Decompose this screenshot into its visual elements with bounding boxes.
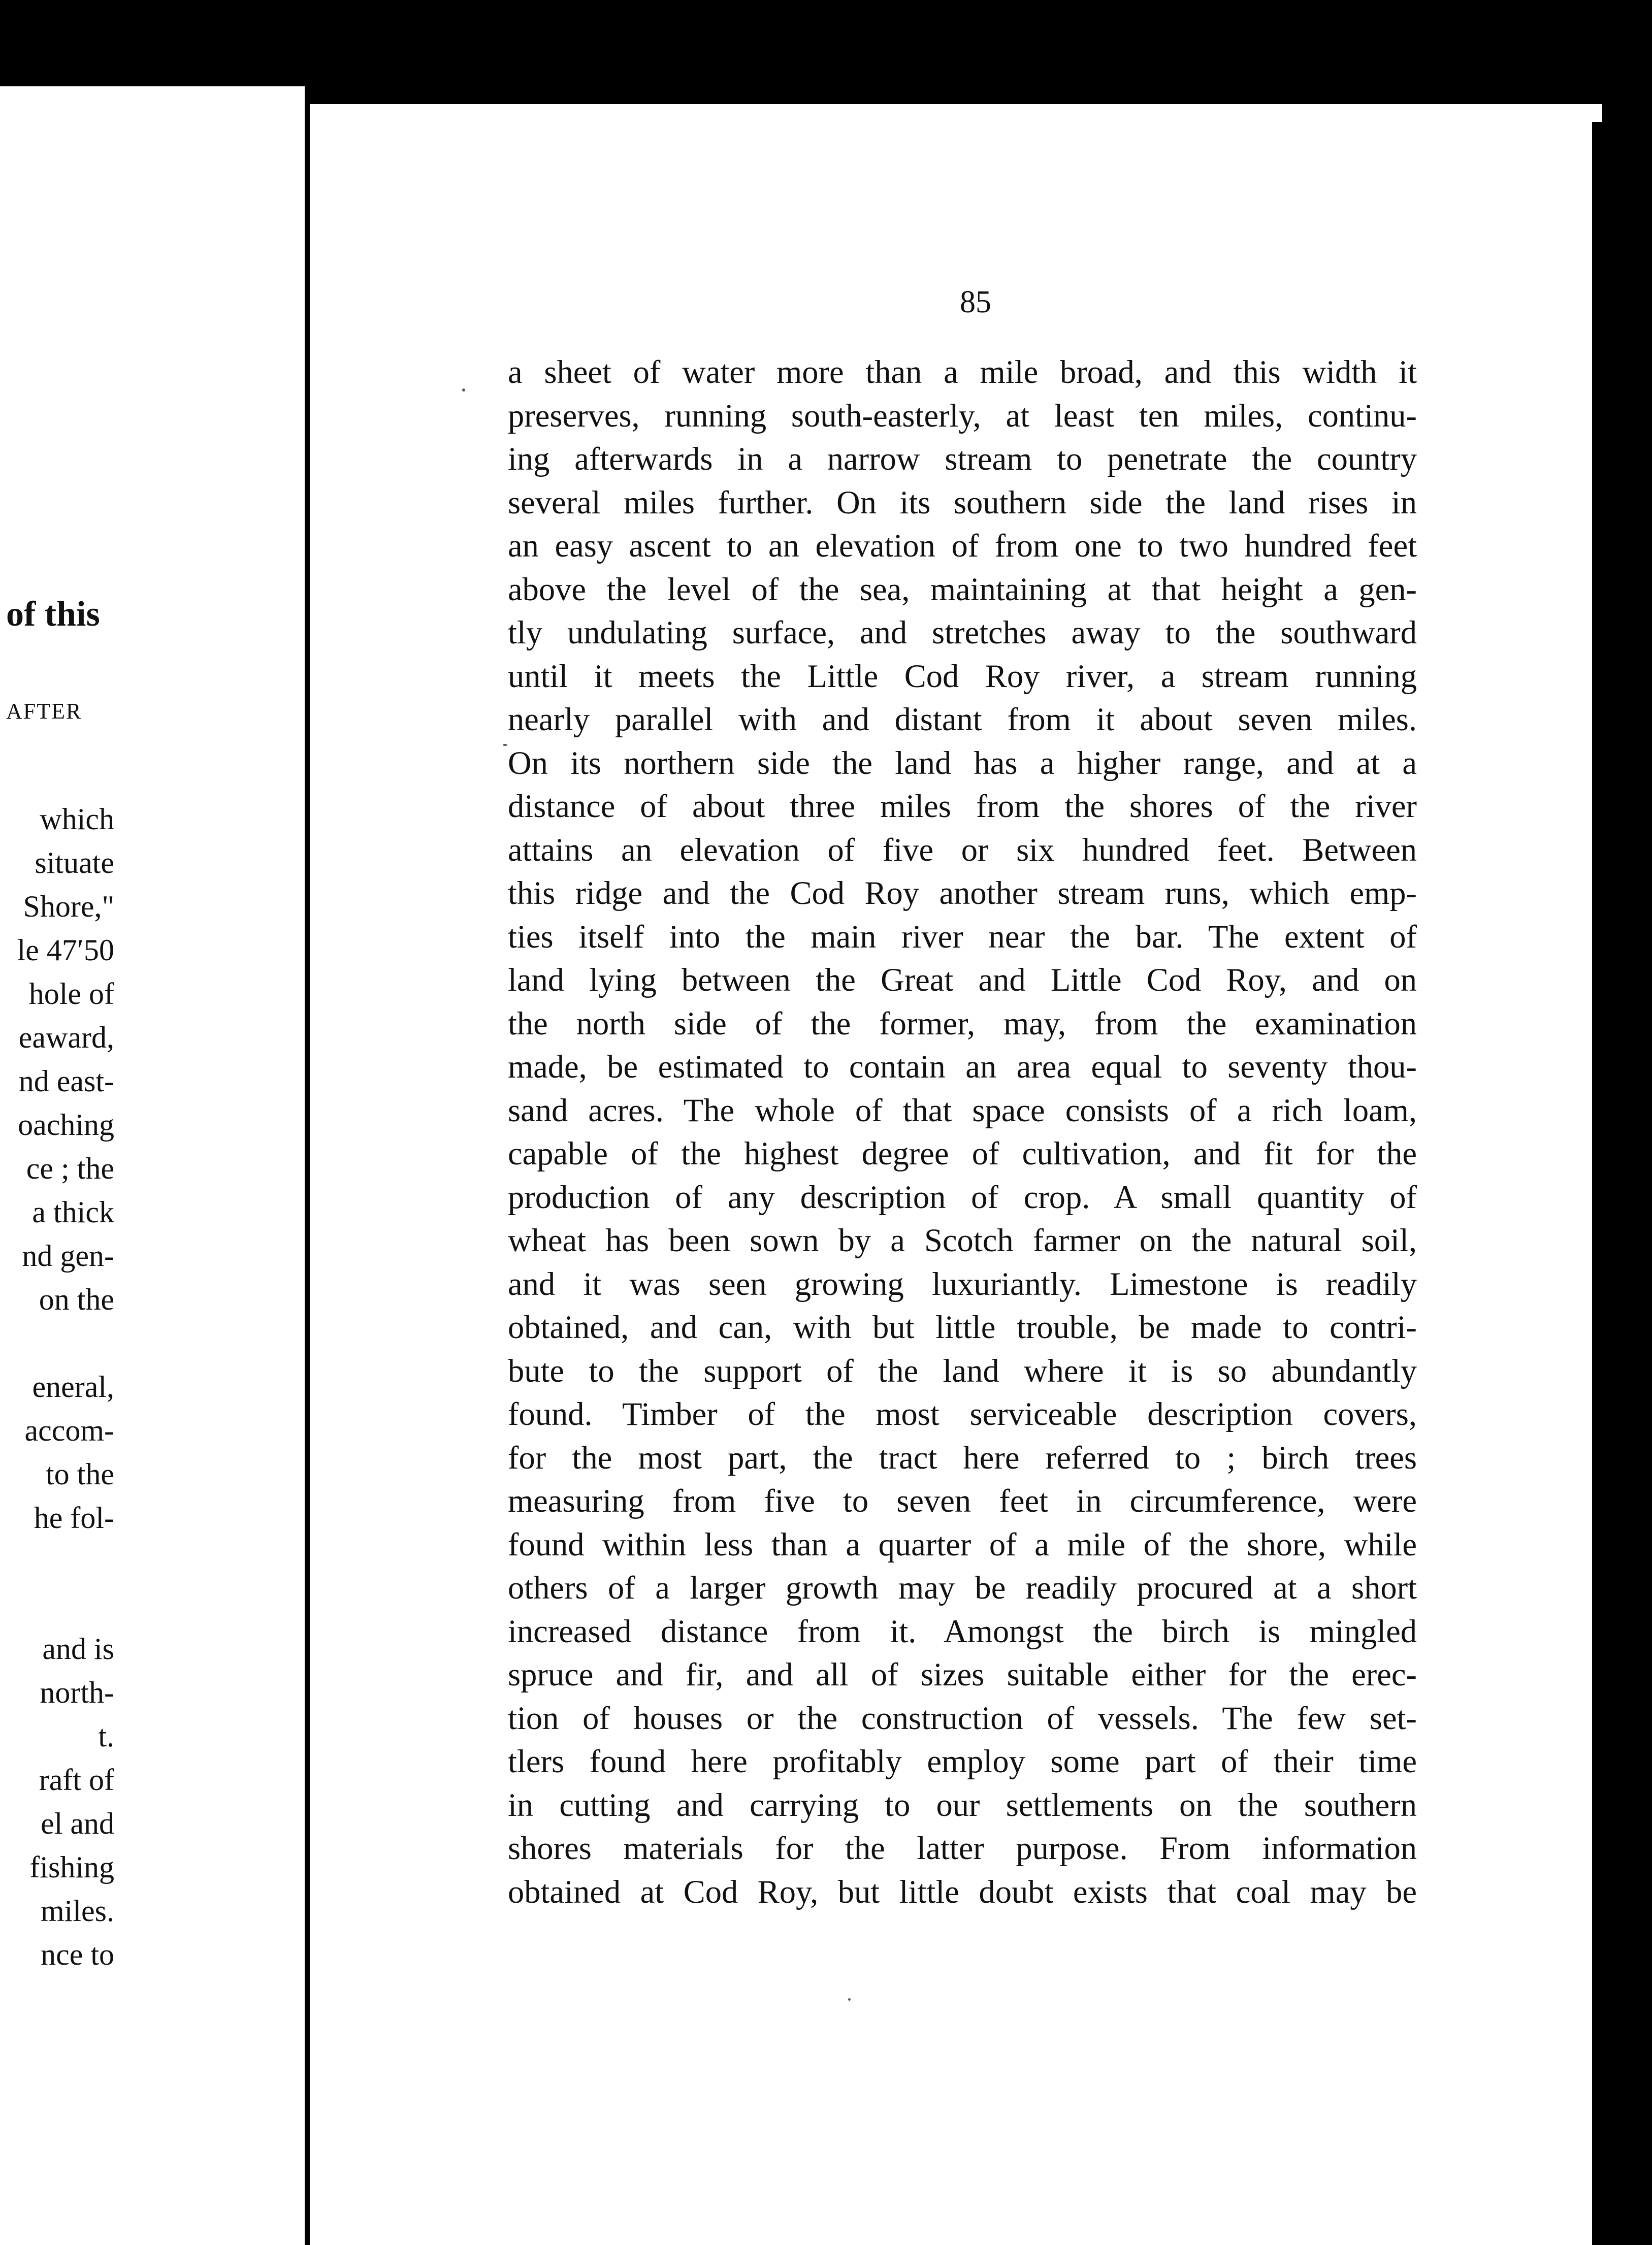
body-line: tlers found here profitably employ some part of their time: [508, 1743, 1417, 1779]
left-page-line: el and: [41, 1807, 114, 1840]
body-line: found. Timber of the most serviceable description covers,: [508, 1396, 1417, 1432]
body-line: nearly parallel with and distant from it about seven miles.: [508, 701, 1417, 737]
left-page-line: miles.: [41, 1894, 114, 1928]
left-page-line: t.: [98, 1719, 114, 1753]
body-line: a sheet of water more than a mile broad, and this width it: [508, 354, 1417, 390]
left-page-fragment: [0, 86, 305, 2245]
left-page-heading: of this: [6, 595, 100, 634]
body-line: production of any description of crop. A small quantity of: [508, 1179, 1417, 1215]
body-line: in cutting and carrying to our settlements on the southern: [508, 1786, 1417, 1823]
left-page-line: le 47′50: [17, 933, 114, 967]
body-line: ties itself into the main river near the bar. The extent of: [508, 918, 1417, 955]
page-edge: [1592, 122, 1612, 2245]
left-page-line: Shore,": [23, 890, 114, 923]
body-line: ing afterwards in a narrow stream to penetrate the country: [508, 441, 1417, 477]
left-page-line: nd gen-: [22, 1239, 114, 1273]
body-line: obtained, and can, with but little trouble, be made to contri-: [508, 1309, 1417, 1345]
speck: [848, 1998, 851, 2001]
body-line: On its northern side the land has a higher range, and at a: [508, 744, 1417, 781]
body-line: this ridge and the Cod Roy another stream runs, which emp-: [508, 875, 1417, 911]
left-page-line: which: [40, 802, 114, 836]
body-line: shores materials for the latter purpose. From information: [508, 1830, 1417, 1866]
body-line: wheat has been sown by a Scotch farmer on the natural soil,: [508, 1222, 1417, 1258]
left-page-line: to the: [46, 1457, 114, 1491]
body-line: measuring from five to seven feet in circumference, were: [508, 1483, 1417, 1519]
body-line: obtained at Cod Roy, but little doubt exists that coal may be: [508, 1873, 1417, 1910]
left-page-line: nd east-: [18, 1064, 114, 1098]
left-page-line: raft of: [39, 1763, 114, 1797]
body-line: capable of the highest degree of cultivation, and fit for the: [508, 1135, 1417, 1172]
body-line: land lying between the Great and Little Cod Roy, and on: [508, 962, 1417, 998]
left-page-subheading: AFTER: [6, 699, 82, 724]
body-line: for the most part, the tract here referred to ; birch trees: [508, 1439, 1417, 1476]
left-page-line: eaward,: [18, 1021, 114, 1054]
left-page-line: accom-: [24, 1414, 114, 1447]
left-page-line: fishing: [29, 1850, 114, 1884]
body-line: attains an elevation of five or six hundred feet. Between: [508, 831, 1417, 868]
body-line: preserves, running south-easterly, at least ten miles, continu-: [508, 397, 1417, 434]
body-line: made, be estimated to contain an area equal to seventy thou-: [508, 1049, 1417, 1085]
body-line: spruce and fir, and all of sizes suitable either for the erec-: [508, 1656, 1417, 1693]
left-page-line: and is: [42, 1632, 114, 1666]
body-line: tion of houses or the construction of vessels. The few set-: [508, 1700, 1417, 1736]
left-page-line: a thick: [32, 1195, 114, 1229]
left-page-line: nce to: [41, 1938, 114, 1971]
body-line: tly undulating surface, and stretches away to the southward: [508, 614, 1417, 650]
left-page-line: eneral,: [32, 1370, 114, 1404]
body-line: an easy ascent to an elevation of from one to two hundred feet: [508, 528, 1417, 564]
body-line: above the level of the sea, maintaining at that height a gen-: [508, 571, 1417, 607]
left-page-line: ce ; the: [26, 1152, 114, 1185]
body-line: and it was seen growing luxuriantly. Limestone is readily: [508, 1265, 1417, 1302]
body-line: sand acres. The whole of that space consists of a rich loam,: [508, 1092, 1417, 1128]
speck: [503, 744, 507, 746]
body-line: others of a larger growth may be readily procured at a short: [508, 1570, 1417, 1606]
left-page-line: north-: [40, 1676, 114, 1709]
left-page-line: he fol-: [34, 1501, 114, 1535]
left-page-line: hole of: [28, 977, 114, 1011]
left-page-line: oaching: [18, 1108, 114, 1142]
body-line: the north side of the former, may, from the examination: [508, 1005, 1417, 1042]
left-page-line: on the: [39, 1283, 114, 1316]
left-page-line: situate: [35, 846, 114, 880]
body-line: found within less than a quarter of a mile of the shore, while: [508, 1526, 1417, 1563]
body-line: until it meets the Little Cod Roy river, a stream running: [508, 658, 1417, 694]
page-number: 85: [960, 285, 991, 319]
body-line: several miles further. On its southern side the land rises in: [508, 484, 1417, 520]
body-line: bute to the support of the land where it is so abundantly: [508, 1352, 1417, 1389]
body-line: increased distance from it. Amongst the birch is mingled: [508, 1613, 1417, 1649]
binding-shadow: [0, 56, 234, 63]
body-text: [508, 350, 1417, 1913]
body-line: distance of about three miles from the shores of the river: [508, 788, 1417, 824]
speck: [462, 388, 465, 392]
